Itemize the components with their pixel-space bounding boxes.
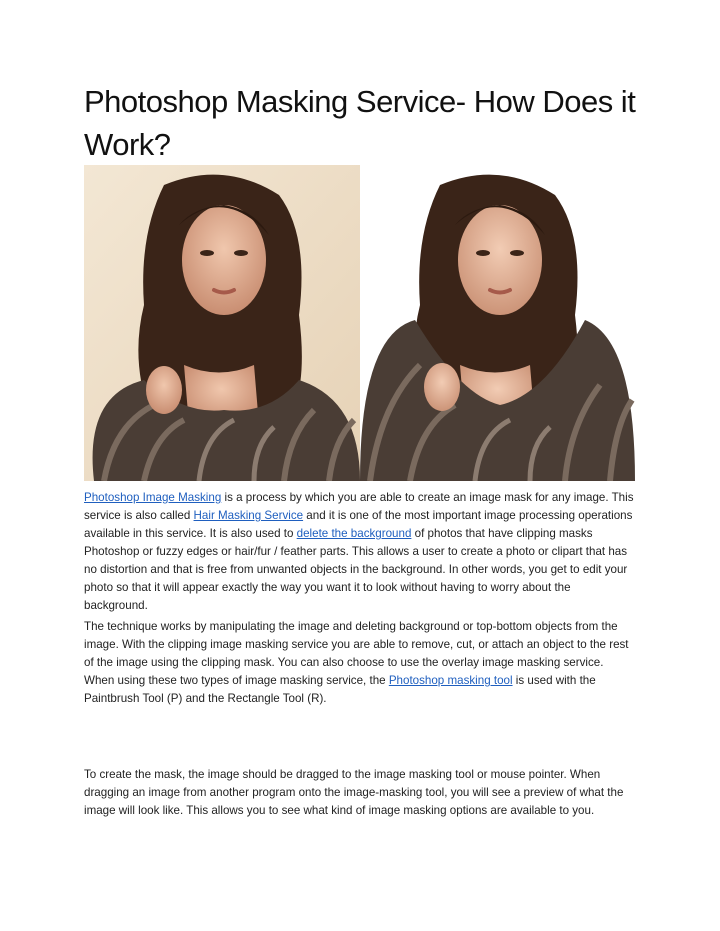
masked-photo-illustration: [360, 165, 635, 481]
link-photoshop-image-masking[interactable]: Photoshop Image Masking: [84, 491, 222, 504]
original-photo-illustration: [84, 165, 360, 481]
masked-photo: [360, 165, 635, 481]
link-hair-masking-service[interactable]: Hair Masking Service: [193, 509, 304, 522]
paragraph-technique-text-2: is used with the Paintbrush Tool (P) and the Rectangle Tool (R).: [84, 674, 596, 705]
paragraph-technique: [84, 618, 636, 708]
paragraph-intro-text-1: is a process by which you are able to create an image mask for any image. This service is also called: [84, 491, 634, 522]
link-delete-the-background[interactable]: delete the background: [296, 527, 412, 540]
paragraph-technique-text-1: The technique works by manipulating the image and deleting background or top-bottom objects from the image. With the clipping image masking service you are able to remove, cut, or attach an object to the rest of the image using the clipping mask. You can also choose to use the overlay image masking service. When using these two types of image masking service, the: [84, 620, 629, 687]
paragraph-create-mask: [84, 766, 636, 820]
paragraph-intro: [84, 489, 636, 615]
paragraph-intro-text-3: of photos that have clipping masks Photoshop or fuzzy edges or hair/fur / feather parts. This allows a user to create a photo or clipart that has no distortion and that is free from unwanted objects in the background. In other words, you get to edit your photo so that it will appear exactly the way you want it to look without having to worry about the background.: [84, 527, 628, 612]
paragraph-create-mask-text: To create the mask, the image should be dragged to the image masking tool or mouse pointer. When dragging an image from another program onto the image-masking tool, you will see a preview of what the image will look like. This allows you to see what kind of image masking options are available to you.: [84, 768, 624, 817]
original-photo: [84, 165, 360, 481]
page-title: Photoshop Masking Service- How Does it Work?: [84, 84, 636, 162]
before-after-photos: [84, 165, 635, 481]
paragraph-intro-text-2: and it is one of the most important image processing operations available in this service. It is also used to: [84, 509, 633, 540]
link-photoshop-masking-tool[interactable]: Photoshop masking tool: [388, 674, 513, 687]
